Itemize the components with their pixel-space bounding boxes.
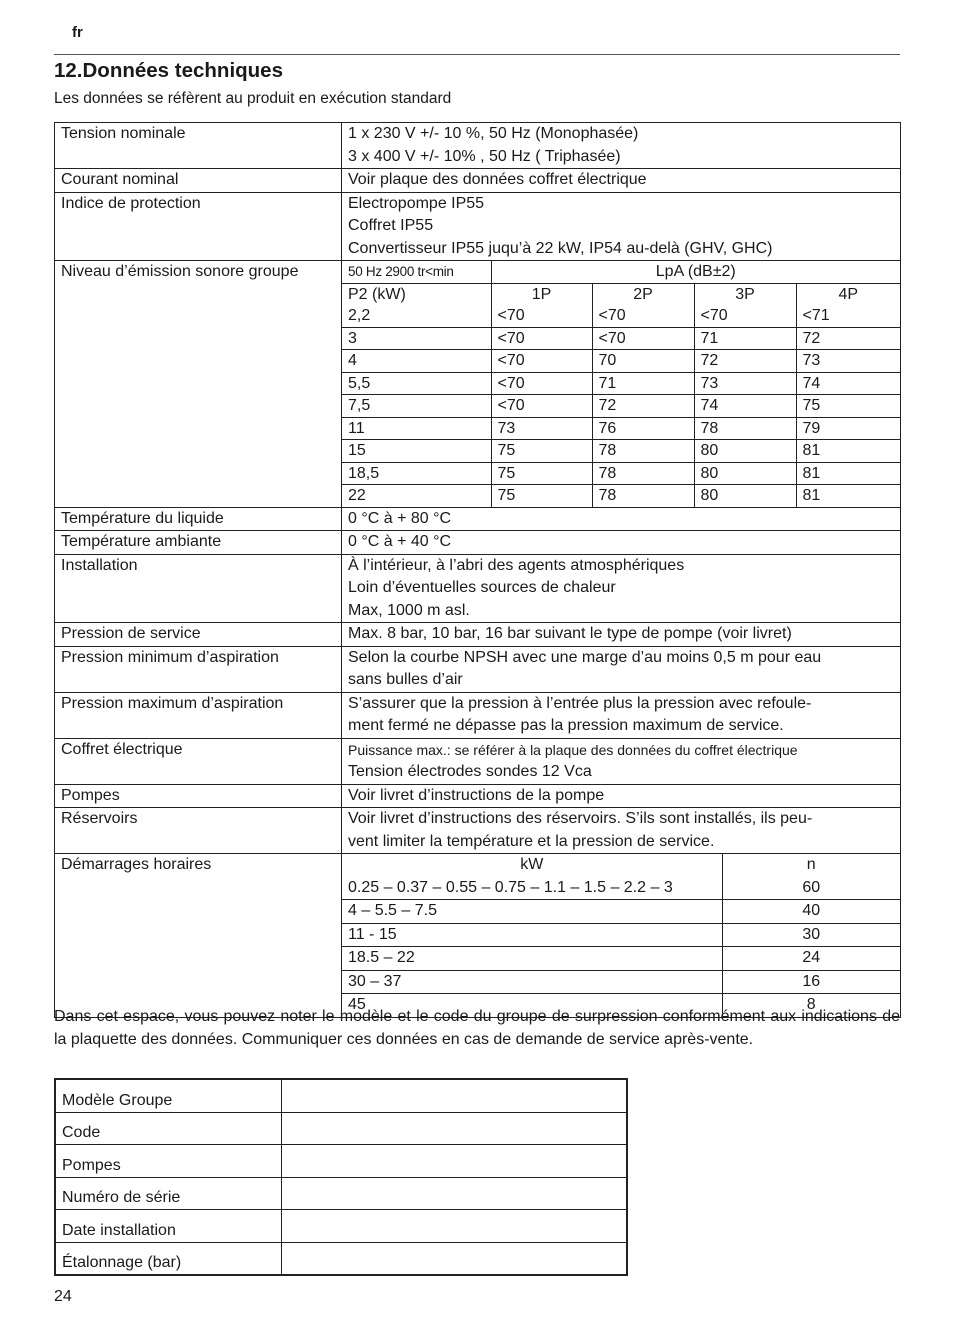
sound-level-cell: 72: [592, 395, 694, 418]
model-field-label: Numéro de série: [55, 1177, 282, 1210]
sound-level-cell: 76: [592, 417, 694, 440]
sound-condition: 50 Hz 2900 tr<min: [342, 261, 491, 283]
table-row: [342, 485, 900, 507]
starts-kw-cell: 11 - 15: [342, 923, 722, 947]
table-row: [55, 1079, 627, 1112]
starts-count-cell: 30: [722, 923, 900, 947]
table-row: [342, 417, 900, 440]
sound-level-cell: 78: [592, 462, 694, 485]
starts-count-cell: 60: [722, 877, 900, 900]
table-row: [342, 327, 900, 350]
starts-kw-cell: 4 – 5.5 – 7.5: [342, 900, 722, 924]
spec-label: Pompes: [55, 784, 342, 808]
spec-row-reservoirs: [55, 808, 901, 854]
model-field-label: Date installation: [55, 1210, 282, 1243]
sound-level-cell: 79: [796, 417, 900, 440]
starts-col-header: n: [722, 854, 900, 877]
starts-col-header: kW: [342, 854, 722, 877]
spec-row-temp-liquide: [55, 507, 901, 531]
sound-level-cell: 80: [694, 485, 796, 507]
sound-col-header: 4P: [796, 283, 900, 305]
sound-level-cell: 78: [592, 485, 694, 507]
spec-line: Tension électrodes sondes 12 Vca: [348, 763, 592, 780]
sound-power-cell: 22: [342, 485, 491, 507]
spec-label: Installation: [55, 554, 342, 623]
sound-level-cell: 75: [491, 485, 592, 507]
starts-count-cell: 16: [722, 970, 900, 994]
sound-level-cell: 75: [491, 440, 592, 463]
model-field-label: Code: [55, 1112, 282, 1145]
sound-level-cell: <71: [796, 305, 900, 327]
starts-kw-cell: 0.25 – 0.37 – 0.55 – 0.75 – 1.1 – 1.5 – 2.2 – 3: [342, 877, 722, 900]
sound-level-cell: 75: [491, 462, 592, 485]
model-field-value[interactable]: [282, 1210, 628, 1243]
sound-level-cell: 74: [796, 372, 900, 395]
starts-kw-cell: 30 – 37: [342, 970, 722, 994]
spec-line: Coffret IP55: [348, 217, 434, 234]
spec-row-pression-min: [55, 646, 901, 692]
spec-value: [342, 808, 901, 854]
spec-row-temp-ambiante: [55, 531, 901, 555]
starts-table-cell: [342, 854, 901, 1018]
spec-label: Pression de service: [55, 623, 342, 647]
table-row: [342, 877, 900, 900]
spec-line: Loin d’éventuelles sources de chaleur: [348, 579, 616, 596]
table-row: [342, 462, 900, 485]
table-row: [55, 1112, 627, 1145]
model-field-label: Étalonnage (bar): [55, 1242, 282, 1275]
starts-table: [342, 854, 900, 1017]
sound-level-cell: <70: [592, 327, 694, 350]
spec-row-demarrages: [55, 854, 901, 1018]
spec-line: ment fermé ne dépasse pas la pression maximum de service.: [348, 717, 784, 734]
spec-line: Selon la courbe NPSH avec une marge d’au moins 0,5 m pour eau: [348, 648, 822, 666]
sound-level-cell: 71: [592, 372, 694, 395]
sound-level-cell: 74: [694, 395, 796, 418]
spec-label: Coffret électrique: [55, 738, 342, 784]
spec-row-courant: [55, 169, 901, 193]
model-field-value[interactable]: [282, 1079, 628, 1112]
sound-level-cell: 81: [796, 462, 900, 485]
sound-level-cell: 80: [694, 440, 796, 463]
spec-value: Voir plaque des données coffret électrique: [342, 169, 901, 193]
spec-line: 3 x 400 V +/- 10% , 50 Hz ( Triphasée): [348, 147, 621, 165]
sound-level-cell: 72: [694, 350, 796, 373]
starts-header-row: [342, 854, 900, 877]
spec-value: Max. 8 bar, 10 bar, 16 bar suivant le type de pompe (voir livret): [342, 623, 901, 647]
model-field-value[interactable]: [282, 1112, 628, 1145]
table-row: [55, 1177, 627, 1210]
sound-power-cell: 3: [342, 327, 491, 350]
table-row: [342, 947, 900, 971]
sound-level-cell: <70: [491, 372, 592, 395]
table-row: [55, 1210, 627, 1243]
spec-label: Courant nominal: [55, 169, 342, 193]
table-row: [55, 1242, 627, 1275]
spec-line: Convertisseur IP55 juqu’à 22 kW, IP54 au-delà (GHV, GHC): [348, 239, 773, 257]
model-table: [54, 1078, 628, 1276]
sound-power-cell: 4: [342, 350, 491, 373]
sound-table: [342, 261, 900, 507]
sound-level-cell: 73: [491, 417, 592, 440]
spec-value: [342, 123, 901, 169]
sound-level-cell: 78: [694, 417, 796, 440]
sound-level-cell: 81: [796, 485, 900, 507]
sound-level-cell: <70: [491, 327, 592, 350]
spec-row-coffret: [55, 738, 901, 784]
sound-level-cell: 73: [694, 372, 796, 395]
sound-col-header: 2P: [592, 283, 694, 305]
sound-level-cell: <70: [491, 350, 592, 373]
sound-power-cell: 15: [342, 440, 491, 463]
sound-level-cell: 80: [694, 462, 796, 485]
sound-col-header: 3P: [694, 283, 796, 305]
spec-label: Démarrages horaires: [55, 854, 342, 1018]
spec-value: [342, 692, 901, 738]
sound-level-cell: 71: [694, 327, 796, 350]
spec-line: sans bulles d’air: [348, 671, 463, 688]
starts-count-cell: 40: [722, 900, 900, 924]
model-field-label: Modèle Groupe: [55, 1079, 282, 1112]
sound-level-cell: <70: [694, 305, 796, 327]
starts-kw-cell: 18.5 – 22: [342, 947, 722, 971]
model-field-value[interactable]: [282, 1145, 628, 1178]
spec-value: [342, 646, 901, 692]
spec-label: Réservoirs: [55, 808, 342, 854]
sound-lpa-header: LpA (dB±2): [491, 261, 900, 283]
sound-col-header: 1P: [491, 283, 592, 305]
model-rows: [55, 1079, 627, 1275]
spec-line: 1 x 230 V +/- 10 %, 50 Hz (Monophasée): [348, 125, 639, 142]
table-row: [342, 900, 900, 924]
sound-level-cell: 81: [796, 440, 900, 463]
sound-level-cell: <70: [491, 395, 592, 418]
spec-label: Pression maximum d’aspiration: [55, 692, 342, 738]
starts-kw-cell: 45: [342, 994, 722, 1017]
sound-level-cell: 70: [592, 350, 694, 373]
spec-line: vent limiter la température et la pression de service.: [348, 832, 715, 850]
table-row: [342, 350, 900, 373]
spec-value: 0 °C à + 80 °C: [342, 507, 901, 531]
sound-level-cell: <70: [592, 305, 694, 327]
spec-line: Puissance max.: se référer à la plaque des données du coffret électrique: [348, 741, 798, 758]
sound-level-cell: 72: [796, 327, 900, 350]
sound-power-cell: 5,5: [342, 372, 491, 395]
spec-label: Indice de protection: [55, 192, 342, 261]
model-field-label: Pompes: [55, 1145, 282, 1178]
spec-value: [342, 192, 901, 261]
table-row: [342, 440, 900, 463]
table-row: [342, 372, 900, 395]
model-field-value[interactable]: [282, 1177, 628, 1210]
spec-label: Pression minimum d’aspiration: [55, 646, 342, 692]
section-title: 12.Données techniques: [54, 59, 283, 82]
spec-label: Tension nominale: [55, 123, 342, 169]
spec-label: Température du liquide: [55, 507, 342, 531]
spec-table: [54, 122, 901, 1018]
spec-label: Niveau d’émission sonore groupe: [55, 261, 342, 508]
spec-line: S’assurer que la pression à l’entrée plus la pression avec refoule-: [348, 694, 812, 712]
spec-row-tension: [55, 123, 901, 169]
starts-rows: [342, 877, 900, 1017]
sound-level-cell: 75: [796, 395, 900, 418]
spec-value: [342, 738, 901, 784]
section-subtitle: Les données se réfèrent au produit en exécution standard: [54, 90, 452, 107]
spec-line: Max, 1000 m asl.: [348, 601, 470, 619]
spec-value: Voir livret d’instructions de la pompe: [342, 784, 901, 808]
spec-line: À l’intérieur, à l’abri des agents atmosphériques: [348, 556, 685, 574]
spec-row-pression-max: [55, 692, 901, 738]
spec-line: Electropompe IP55: [348, 194, 485, 212]
table-row: [342, 305, 900, 327]
sound-power-cell: 18,5: [342, 462, 491, 485]
spec-row-pression-service: [55, 623, 901, 647]
spec-value: 0 °C à + 40 °C: [342, 531, 901, 555]
sound-level-cell: 78: [592, 440, 694, 463]
table-row: [342, 395, 900, 418]
starts-count-cell: 24: [722, 947, 900, 971]
header-rule: [54, 54, 900, 55]
sound-col-header: P2 (kW): [342, 283, 491, 305]
sound-power-cell: 11: [342, 417, 491, 440]
sound-level-cell: <70: [491, 305, 592, 327]
table-row: [342, 923, 900, 947]
spec-row-pompes: [55, 784, 901, 808]
sound-power-cell: 2,2: [342, 305, 491, 327]
starts-count-cell: 8: [722, 994, 900, 1017]
spec-row-installation: [55, 554, 901, 623]
sound-header-row: [342, 261, 900, 283]
table-row: [55, 1145, 627, 1178]
note-paragraph: Dans cet espace, vous pouvez noter le modèle et le code du groupe de surpression conformément aux indications de la plaquette des données. Communiquer ces données en cas de demande de service après-vente.: [54, 1008, 900, 1048]
spec-line: Voir livret d’instructions des réservoirs. S’ils sont installés, ils peu-: [348, 810, 813, 827]
spec-label: Température ambiante: [55, 531, 342, 555]
language-code: fr: [72, 24, 83, 41]
spec-value: [342, 554, 901, 623]
spec-row-sound: [55, 261, 901, 508]
page-number: 24: [54, 1288, 72, 1305]
spec-row-protection: [55, 192, 901, 261]
model-field-value[interactable]: [282, 1242, 628, 1275]
sound-col-headers: [342, 283, 900, 305]
table-row: [342, 970, 900, 994]
sound-table-cell: [342, 261, 901, 508]
sound-power-cell: 7,5: [342, 395, 491, 418]
sound-rows: [342, 305, 900, 507]
sound-level-cell: 73: [796, 350, 900, 373]
